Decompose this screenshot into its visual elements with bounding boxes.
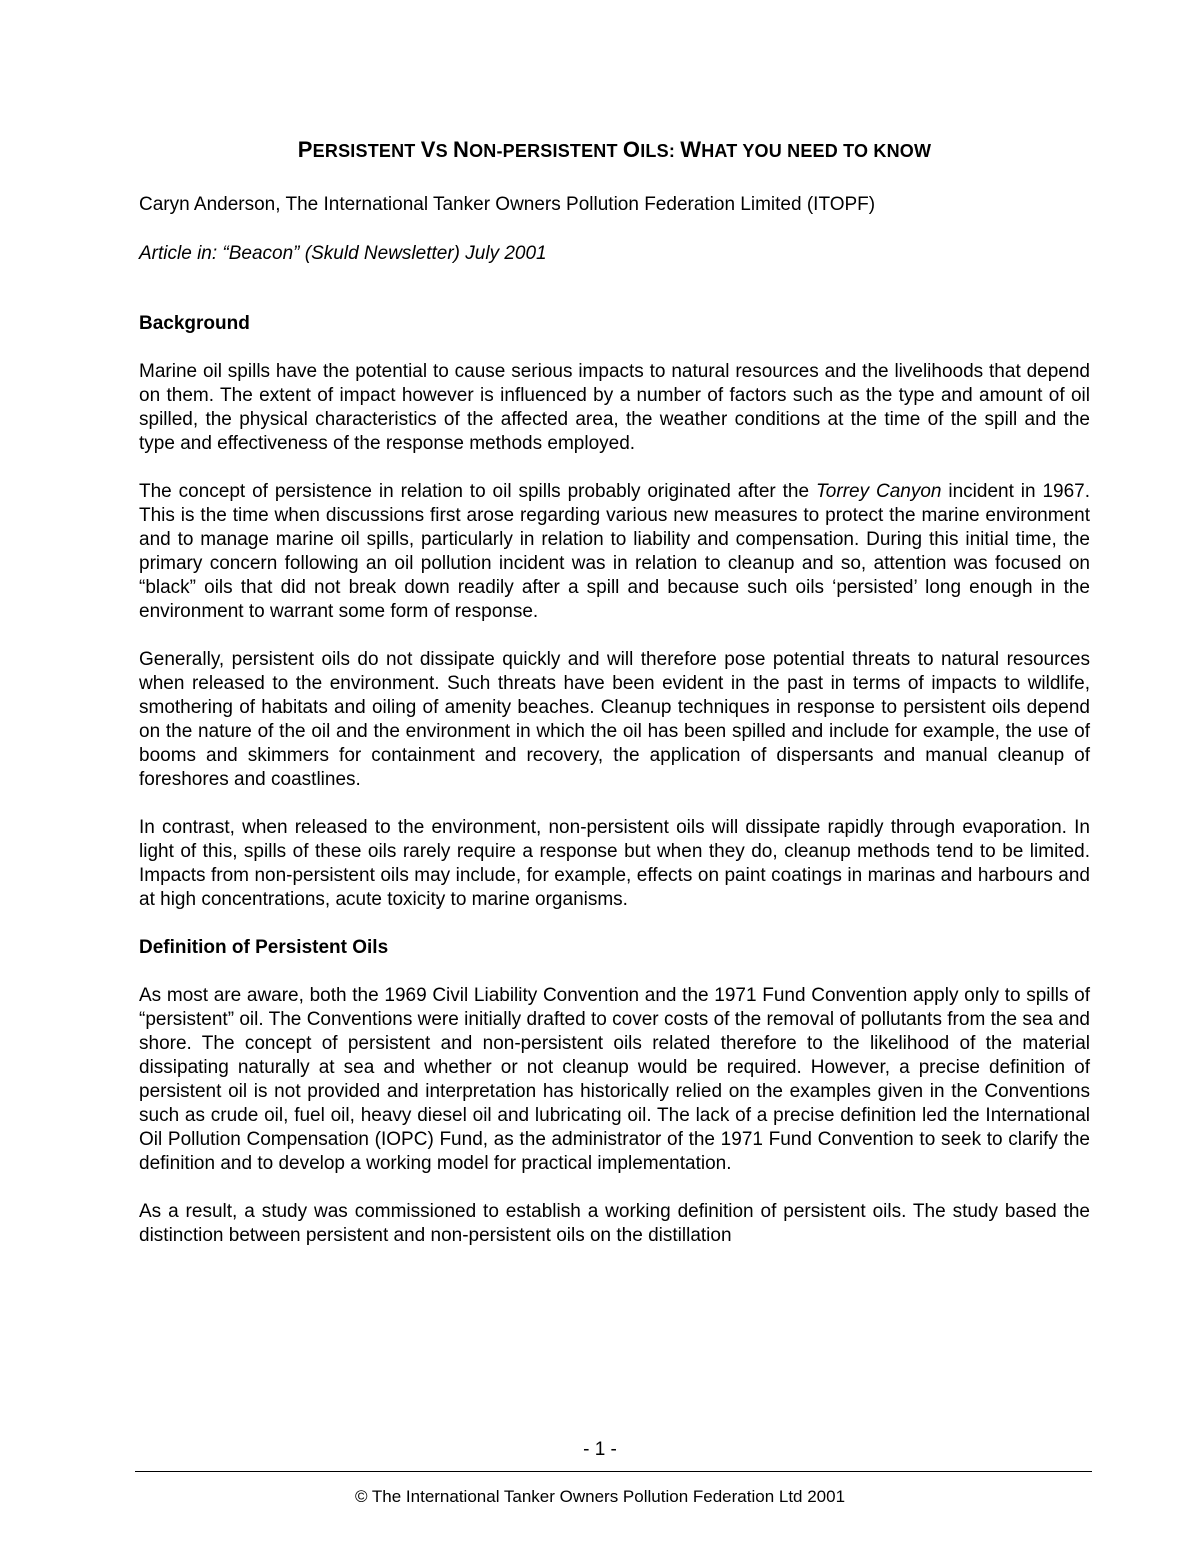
background-paragraph-1: Marine oil spills have the potential to cause serious impacts to natural resources and the livelihoods that depend on them. The extent of impact however is influenced by a number of factors such as the type and amount of oil spilled, the physical characteristics of the affected area, the weather conditions at the time of the spill and the type and effectiveness of the response methods employed. <box>139 361 1090 454</box>
background-paragraph-4: In contrast, when released to the environment, non-persistent oils will dissipate rapidly through evaporation. In light of this, spills of these oils rarely require a response but when they do, cleanup methods tend to be limited. Impacts from non-persistent oils may include, for example, effects on paint coatings in marinas and harbours and at high concentrations, acute toxicity to marine organisms. <box>139 817 1090 910</box>
section-heading-background: Background <box>139 313 250 334</box>
author-line: Caryn Anderson, The International Tanker Owners Pollution Federation Limited (ITOPF) <box>139 194 876 215</box>
page-number: - 1 - <box>583 1439 617 1460</box>
article-info: Article in: “Beacon” (Skuld Newsletter) July 2001 <box>139 243 547 264</box>
footer-copyright: © The International Tanker Owners Pollution Federation Ltd 2001 <box>354 1487 846 1506</box>
definition-paragraph-1: As most are aware, both the 1969 Civil Liability Convention and the 1971 Fund Convention apply only to spills of “persistent” oil. The Conventions were initially drafted to cover costs of the removal of pollutants from the sea and shore. The concept of persistent and non-persistent oils related therefore to the likelihood of the material dissipating naturally at sea and whether or not cleanup would be required. However, a precise definition of persistent oil is not provided and interpretation has historically relied on the examples given in the Conventions such as crude oil, fuel oil, heavy diesel oil and lubricating oil. The lack of a precise definition led the International Oil Pollution Compensation (IOPC) Fund, as the administrator of the 1971 Fund Convention to seek to clarify the definition and to develop a working model for practical implementation. <box>139 985 1090 1174</box>
definition-paragraph-2: As a result, a study was commissioned to establish a working definition of persistent oils. The study based the distinction between persistent and non-persistent oils on the distillation <box>139 1201 1090 1246</box>
section-heading-definition: Definition of Persistent Oils <box>139 937 389 958</box>
document-body <box>139 138 1090 1272</box>
footer-divider <box>135 1471 1092 1472</box>
background-paragraph-2: The concept of persistence in relation to oil spills probably originated after the Torrey Canyon incident in 1967. This is the time when discussions first arose regarding various new measures to protect the marine environment and to manage marine oil spills, particularly in relation to liability and compensation. During this initial time, the primary concern following an oil pollution incident was in relation to cleanup and so, attention was focused on “black” oils that did not break down readily after a spill and because such oils ‘persisted’ long enough in the environment to warrant some form of response. <box>139 481 1091 622</box>
document-title: PERSISTENT VS NON-PERSISTENT OILS: WHAT YOU NEED TO KNOW <box>297 137 932 162</box>
ship-name: Torrey Canyon <box>815 481 942 502</box>
background-paragraph-3: Generally, persistent oils do not dissipate quickly and will therefore pose potential threats to natural resources when released to the environment. Such threats have been evident in the past in terms of impacts to wildlife, smothering of habitats and oiling of amenity beaches. Cleanup techniques in response to persistent oils depend on the nature of the oil and the environment in which the oil has been spilled and include for example, the use of booms and skimmers for containment and recovery, the application of dispersants and manual cleanup of foreshores and coastlines. <box>139 649 1090 790</box>
